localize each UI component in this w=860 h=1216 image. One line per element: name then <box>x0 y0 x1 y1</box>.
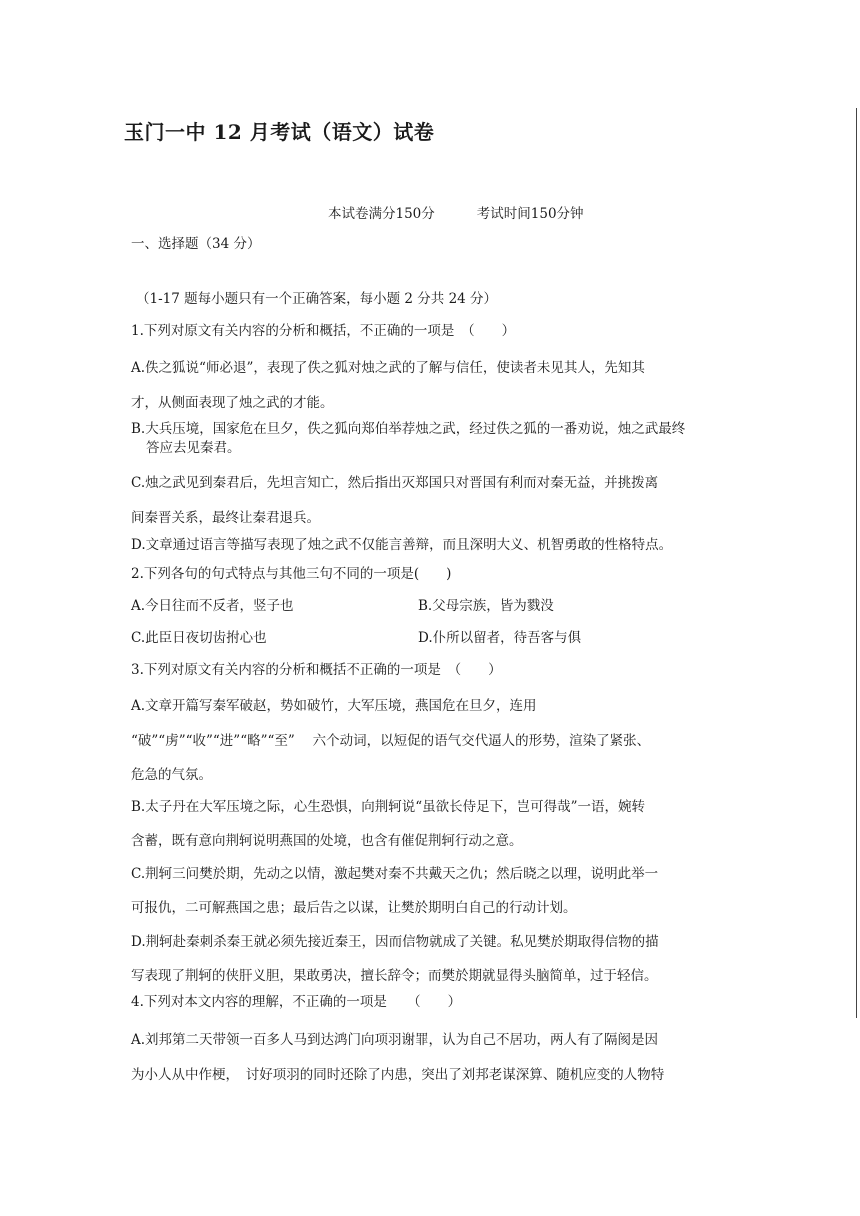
exam-info <box>328 202 584 222</box>
q1-option-c-line2: 间秦晋关系，最终让秦君退兵。 <box>131 510 320 526</box>
q1-option-a-line2: 才，从侧面表现了烛之武的才能。 <box>131 395 334 411</box>
right-margin-line <box>856 108 857 1018</box>
q3-option-b-line1: B.太子丹在大军压境之际，心生恐惧，向荆轲说“虽欲长侍足下，岂可得哉”一语，婉转 <box>131 799 646 815</box>
q3-option-b-line2: 含蓄，既有意向荆轲说明燕国的处境，也含有催促荆轲行动之意。 <box>131 833 523 849</box>
q3-option-c-line2: 可报仇，二可解燕国之患；最后告之以谋，让樊於期明白自己的行动计划。 <box>131 900 577 916</box>
page-title: 玉门一中 12 月考试（语文）试卷 <box>124 120 435 144</box>
q3-stem: 3.下列对原文有关内容的分析和概括不正确的一项是 （ ） <box>131 662 502 678</box>
q1-option-b-line2: 答应去见秦君。 <box>146 440 241 456</box>
exam-time-text: 考试时间150分钟 <box>476 206 584 222</box>
q3-option-d-line1: D.荆轲赴秦刺杀秦王就必须先接近秦王，因而信物就成了关键。私见樊於期取得信物的描 <box>131 934 659 950</box>
q4-option-a-line2: 为小人从中作梗， 讨好项羽的同时还除了内患，突出了刘邦老谋深算、随机应变的人物特 <box>131 1067 665 1083</box>
q3-option-c-line1: C.荆轲三问樊於期，先动之以情，激起樊对秦不共戴天之仇；然后晓之以理，说明此举一 <box>131 866 659 882</box>
q3-option-a-line2: “破”“虏”“收”“进”“略”“至” 六个动词，以短促的语气交代逼人的形势，渲染了紧张、 <box>131 733 651 749</box>
q2-option-a: A.今日往而不反者，竖子也 <box>131 598 294 614</box>
q3-option-d-line2: 写表现了荆轲的侠肝义胆，果敢勇决，擅长辞令；而樊於期就显得头脑简单，过于轻信。 <box>131 968 658 984</box>
q1-option-c-line1: C.烛之武见到秦君后，先坦言知亡，然后指出灭郑国只对晋国有利而对秦无益，并挑拨离 <box>131 475 659 491</box>
q4-option-a-line1: A.刘邦第二天带领一百多人马到达鸿门向项羽谢罪，认为自己不居功，两人有了隔阂是因 <box>131 1032 659 1048</box>
q1-option-b-line1: B.大兵压境，国家危在旦夕，佚之狐向郑伯举荐烛之武，经过佚之狐的一番劝说，烛之武最终 <box>131 421 686 437</box>
q2-option-d: D.仆所以留者，待吾客与俱 <box>418 630 582 646</box>
q4-stem: 4.下列对本文内容的理解，不正确的一项是 （ ） <box>131 994 462 1010</box>
section-heading: 一、选择题（34 分） <box>131 236 261 252</box>
q2-option-b: B.父母宗族，皆为戮没 <box>418 598 554 614</box>
q1-option-a-line1: A.佚之狐说“师必退”，表现了佚之狐对烛之武的了解与信任，使读者未见其人，先知其 <box>131 360 645 376</box>
q1-option-d-line1: D.文章通过语言等描写表现了烛之武不仅能言善辩，而且深明大义、机智勇敢的性格特点。 <box>131 537 673 553</box>
section-note: （1-17 题每小题只有一个正确答案，每小题 2 分共 24 分） <box>136 291 498 307</box>
q3-option-a-line1: A.文章开篇写秦军破赵，势如破竹，大军压境，燕国危在旦夕，连用 <box>131 698 537 714</box>
q3-option-a-line3: 危急的气氛。 <box>131 767 212 783</box>
full-score-text: 本试卷满分150分 <box>328 206 435 222</box>
q1-stem: 1.下列对原文有关内容的分析和概括，不正确的一项是 （ ） <box>131 323 516 339</box>
q2-stem: 2.下列各句的句式特点与其他三句不同的一项是( ) <box>131 566 452 582</box>
q2-option-c: C.此臣日夜切齿拊心也 <box>131 630 267 646</box>
